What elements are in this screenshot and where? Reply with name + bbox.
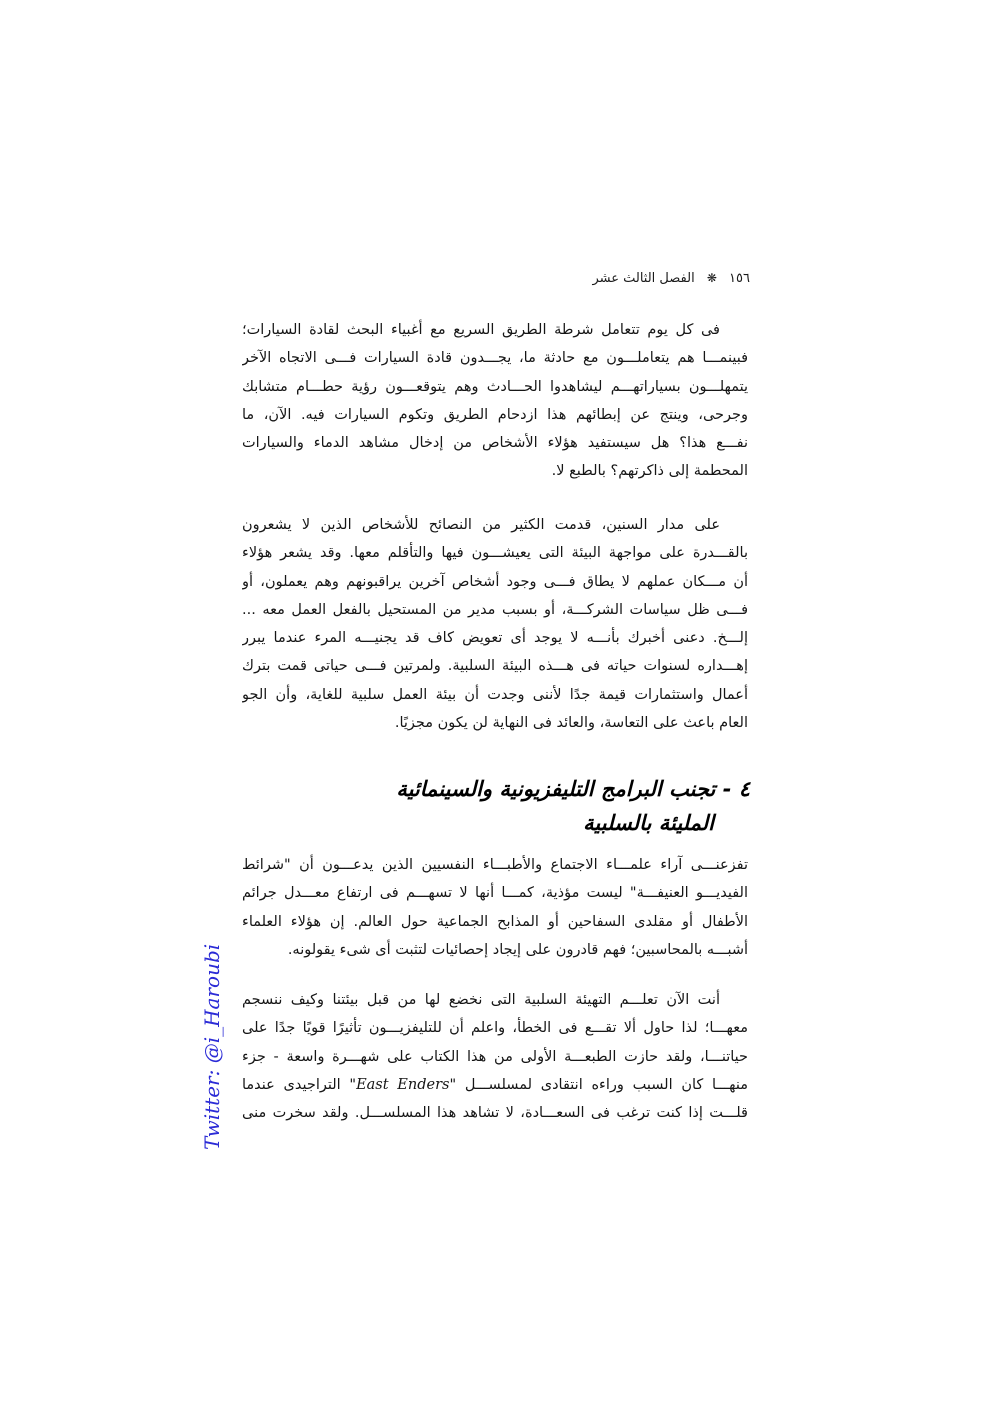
paragraph-3 [242, 851, 748, 964]
text-line: معهـــا؛ لذا حاول ألا تقـــع فى الخطأ، واعلم أن للتليفزيـــون تأثيرًا قويًا جدًا على [242, 1020, 748, 1037]
text-line: أنت الآن تعلـــم التهيئة السلبية التى نخضع لها من قبل بيئتنا وكيف ننسجم [242, 992, 720, 1008]
text-before: منهـــا كان السبب وراءه انتقادى لمسلســـل " [449, 1076, 748, 1093]
text-line: تفزعنـــى آراء علمـــاء الاجتماع والأطبـــاء النفسيين الذين يدعـــون أن "شرائط [242, 857, 748, 873]
text-line: فى كل يوم تتعامل شرطة الطريق السريع مع أغبياء البحث لقادة السيارات؛ [242, 322, 720, 338]
text-line: حياتنـــا، ولقد حازت الطبعـــة الأولى من هذا الكتاب على شهـــرة واسعة - جزء [242, 1048, 748, 1065]
text-line: إهـــداره لسنوات حياته فى هـــذه البيئة السلبية. ولمرتين فـــى حياتى قمت بترك [242, 658, 748, 675]
page-number: ١٥٦ [729, 271, 750, 286]
show-title: East Enders [356, 1076, 450, 1093]
text-line: أن مـــكان عملهم لا يطاق فـــى وجود أشخاص آخرين يراقبونهم وهم يعملون، أو [242, 573, 748, 590]
text-line: الأطفال أو مقلدى السفاحين أو المذابح الجماعية حول العالم. إن هؤلاء العلماء [242, 913, 748, 930]
heading-number: ٤ - [722, 777, 750, 801]
chapter-title: الفصل الثالث عشر [592, 271, 695, 286]
paragraph-1 [242, 316, 748, 486]
text-line: أشبـــه بالمحاسبين؛ فهم قادرون على إيجاد إحصائيات لتثبت أى شىء يقولونه. [287, 941, 748, 958]
section-heading [330, 772, 750, 840]
paragraph-2 [242, 511, 748, 737]
text-line: المحطمة إلى ذاكرتهم؟ بالطبع لا. [551, 463, 748, 480]
twitter-watermark: Twitter: @i_Haroubi [200, 943, 224, 1150]
paragraph-4 [242, 986, 748, 1127]
text-line: بالقـــدرة على مواجهة البيئة التى يعيشـــون فيها والتأقلم معها. وقد يشعر هؤلاء [242, 545, 748, 562]
text-line: إلـــخ. دعنى أخبرك بأنـــه لا يوجد أى تعويض كاف قد يجنيـــه المرء عندما يبرر [242, 630, 748, 647]
text-line-with-title [242, 1071, 748, 1099]
text-line: فبينمـــا هم يتعاملـــون مع حادثة ما، يجـــدون قادة السيارات فـــى الاتجاه الآخر [242, 350, 748, 367]
text-after: " التراجيدى عندما [242, 1076, 357, 1093]
text-line: الفيديـــو العنيفـــة" ليست مؤذية، كمـــا أنها لا تسهـــم فى ارتفاع معـــدل جرائم [242, 885, 748, 902]
heading-line-1 [330, 772, 750, 806]
text-line: وجرحى، وينتج عن إبطائهم هذا ازدحام الطريق وتكوم السيارات فيه. الآن، ما [242, 406, 748, 423]
text-line: قلـــت إذا كنت ترغب فى السعـــادة، لا تشاهد هذا المسلســـل. ولقد سخرت منى [242, 1105, 748, 1122]
heading-text: تجنب البرامج التليفزيونية والسينمائية [396, 777, 716, 801]
text-line: العام باعث على التعاسة، والعائد فى النهاية لن يكون مجزيًا. [394, 715, 748, 732]
text-line: نفـــع هذا؟ هل سيستفيد هؤلاء الأشخاص من إدخال مشاهد الدماء والسيارات [242, 435, 748, 452]
heading-line-2: المليئة بالسلبية [583, 811, 714, 835]
text-line: يتمهلـــون بسياراتهـــم ليشاهدوا الحـــادث وهم يتوقعـــون رؤية حطـــام متشابك [242, 378, 748, 395]
running-header [560, 268, 750, 289]
text-line: على مدار السنين، قدمت الكثير من النصائح للأشخاص الذين لا يشعرون [242, 517, 720, 533]
ornament-icon: ❋ [706, 271, 717, 285]
text-line: أعمال واستثمارات قيمة جدًا لأننى وجدت أن بيئة العمل سلبية للغاية، وأن الجو [242, 686, 748, 703]
text-line: فـــى ظل سياسات الشركـــة، أو بسبب مدير من المستحيل بالفعل العمل معه ... [242, 601, 748, 618]
